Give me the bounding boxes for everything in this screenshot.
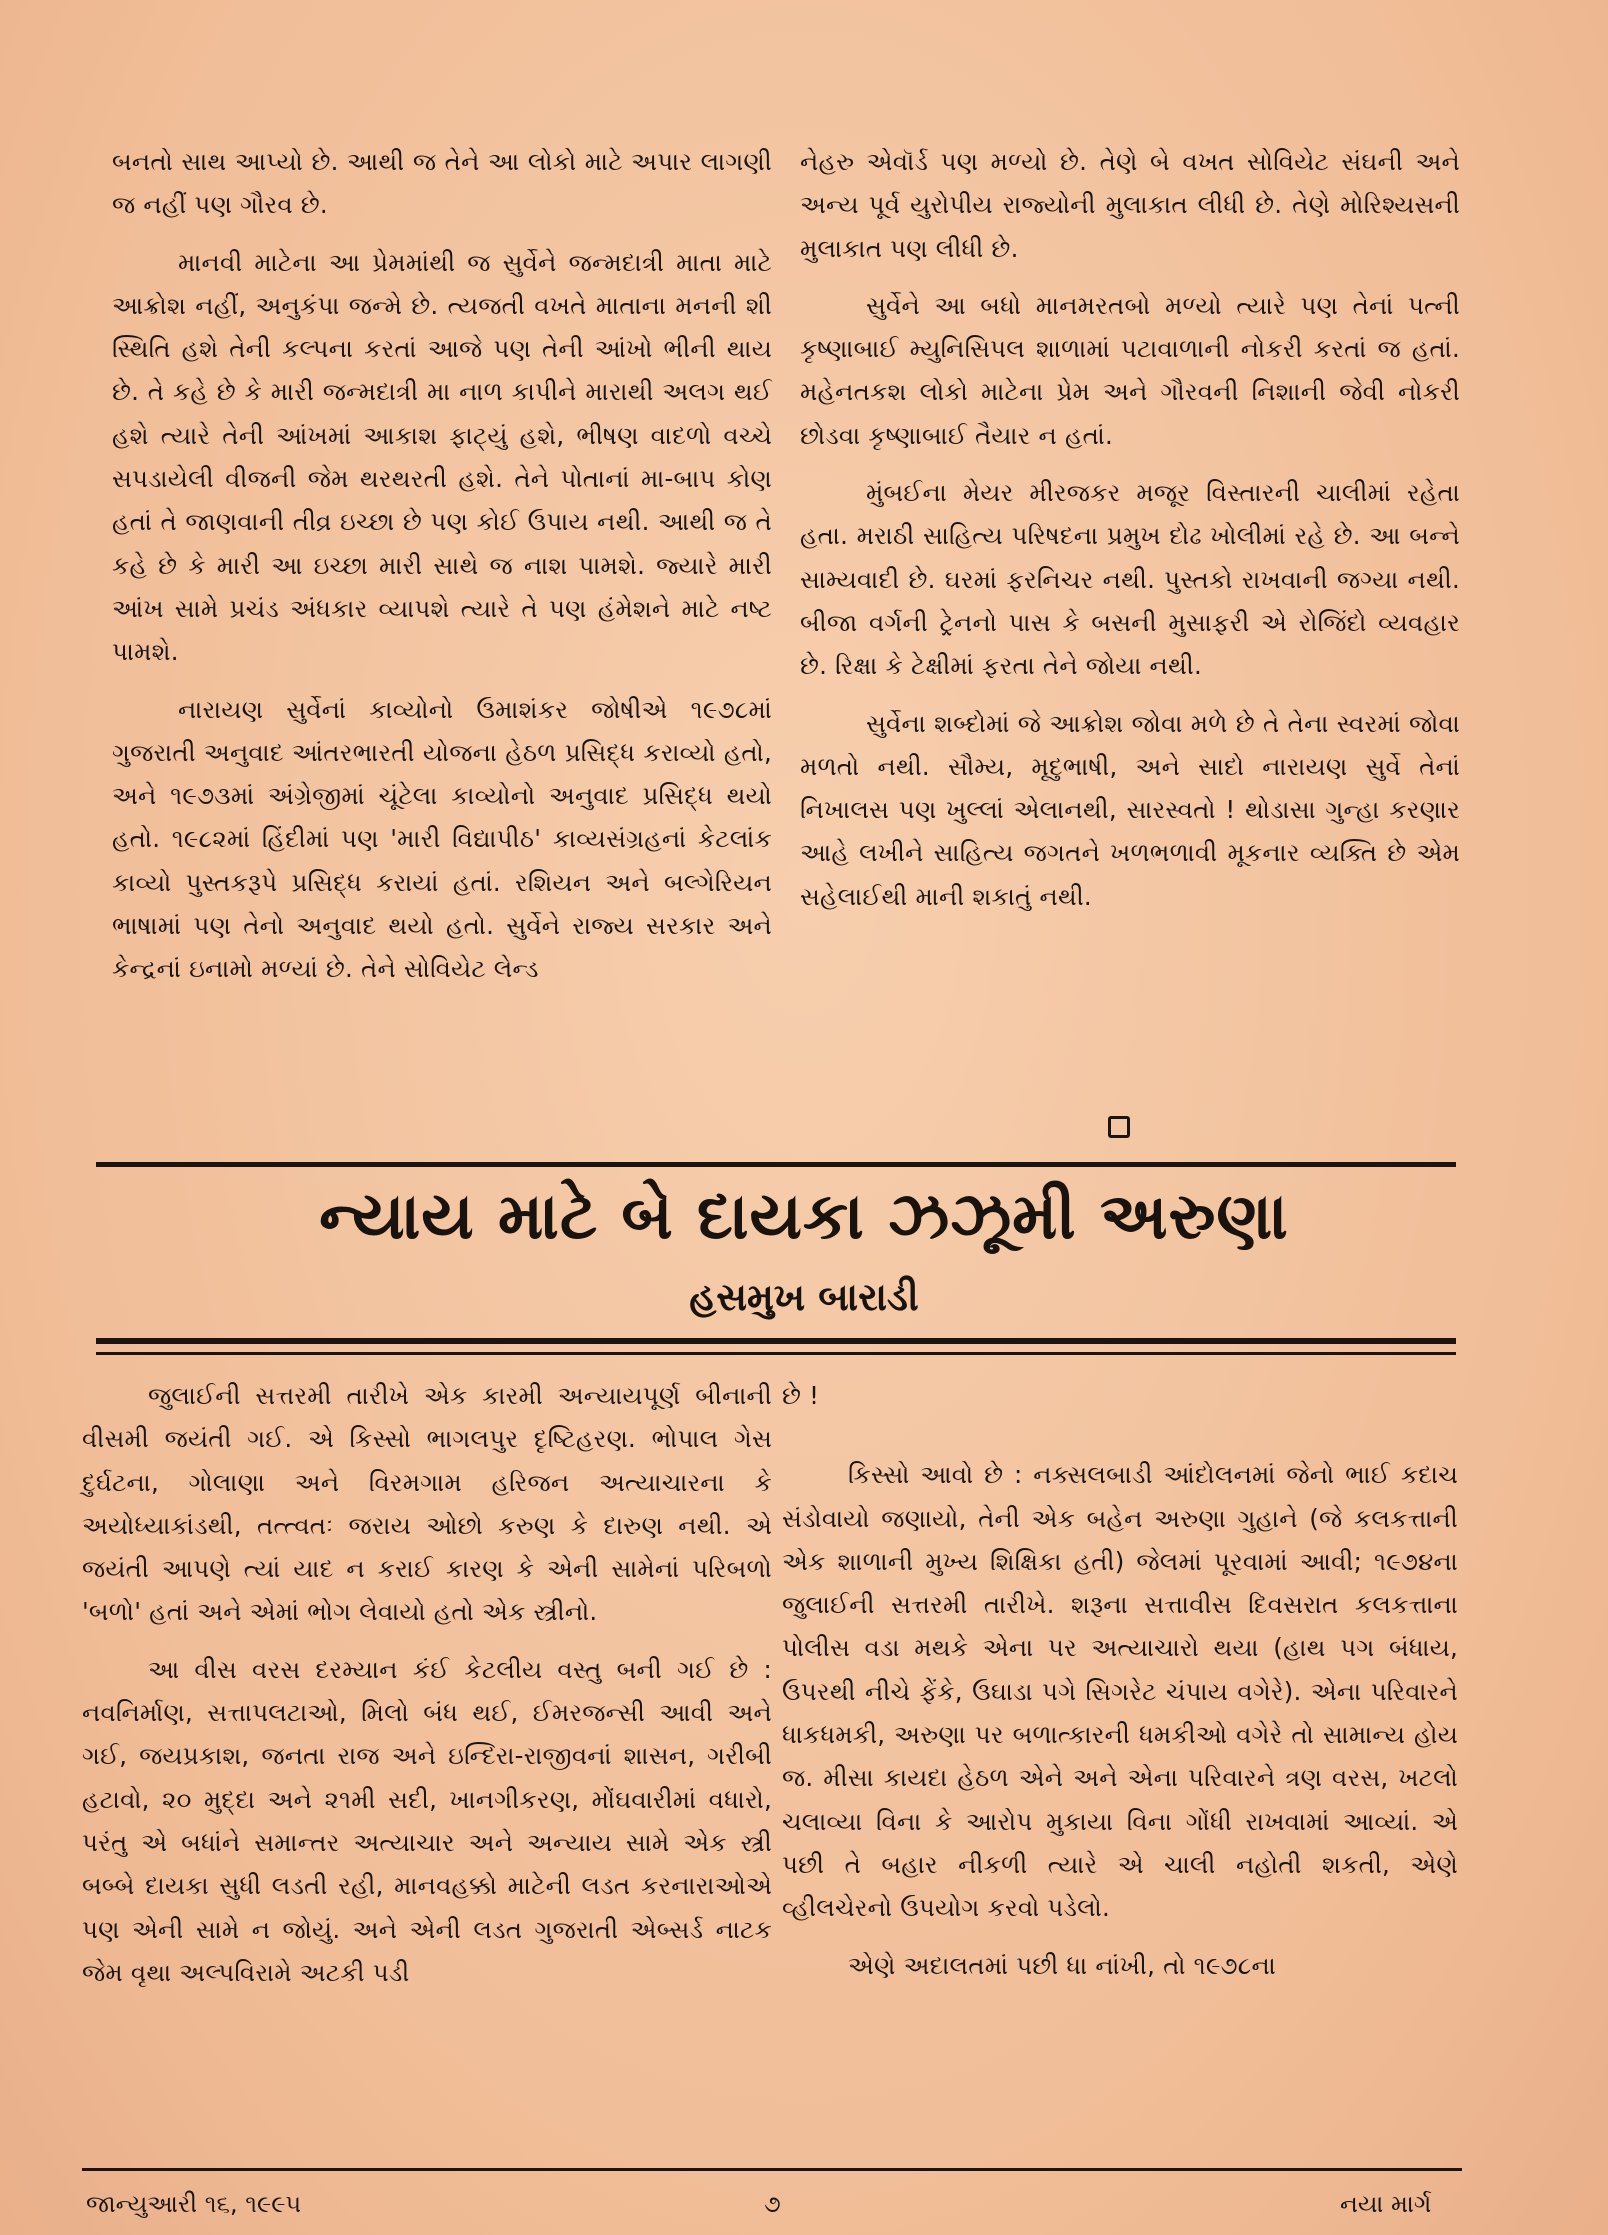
paragraph: જુલાઈની સત્તરમી તારીખે એક કારમી અન્યાયપૂર્ણ બીનાની વીસમી જયંતી ગઈ. એ કિસ્સો ભાગલપુર દૃષ્ટિહરણ. ભોપાલ ગેસ દુર્ઘટના, ગોલાણા અને વિરમગામ હરિજન અત્યાચારના કે અયોધ્યાકાંડથી, તત્ત્વતઃ જરાય ઓછો કરુણ કે દારુણ નથી. એ જયંતી આપણે ત્યાં યાદ ન કરાઈ કારણ કે એની સામેનાં પરિબળો 'બળો' હતાં અને એમાં ભોગ લેવાયો હતો એક સ્ત્રીનો.: [82, 1381, 772, 1627]
article-byline: હસમુખ બારાડી: [689, 1275, 919, 1319]
top-article-right-column: [800, 140, 1460, 918]
end-mark-icon: [1108, 1116, 1130, 1138]
article-right-column: [782, 1374, 1458, 1987]
page-number: ૭: [764, 2190, 781, 2218]
paragraph: સુર્વેના શબ્દોમાં જે આક્રોશ જોવા મળે છે તે તેના સ્વરમાં જોવા મળતો નથી. સૌમ્ય, મૃદુભાષી, અને સાદો નારાયણ સુર્વે તેનાં નિખાલસ પણ ખુલ્લાં એલાનથી, સારસ્વતો ! થોડાસા ગુન્હા કરણાર આહે લખીને સાહિત્ય જગતને ખળભળાવી મૂકનાર વ્યક્તિ છે એમ સહેલાઈથી માની શકાતું નથી.: [800, 708, 1460, 911]
footer-date: જાન્યુઆરી ૧૬, ૧૯૯૫: [86, 2190, 302, 2218]
paragraph: આ વીસ વરસ દરમ્યાન કંઈ કેટલીય વસ્તુ બની ગઈ છે : નવનિર્માણ, સત્તાપલટાઓ, મિલો બંધ થઈ, ઈમરજન્સી આવી અને ગઈ, જયપ્રકાશ, જનતા રાજ અને ઇન્દિરા-રાજીવનાં શાસન, ગરીબી હટાવો, ૨૦ મુદ્દા અને ૨૧મી સદી, ખાનગીકરણ, મોંઘવારીમાં વધારો, પરંતુ એ બધાંને સમાન્તર અત્યાચાર અને અન્યાય સામે એક સ્ત્રી બબ્બે દાયકા સુધી લડતી રહી, માનવહક્કો માટેની લડત કરનારાઓએ પણ એની સામે ન જોયું. અને એની લડત ગુજરાતી એબ્સર્ડ નાટક જેમ વૃથા અલ્પવિરામે અટકી પડી: [82, 1654, 772, 1987]
divider: [96, 1162, 1456, 1167]
footer-rule: [82, 2168, 1462, 2171]
publication-name: નયા માર્ગ: [1340, 2190, 1432, 2218]
paragraph: એણે અદાલતમાં પછી ધા નાંખી, તો ૧૯૭૮ના: [848, 1950, 1276, 1980]
paragraph: માનવી માટેના આ પ્રેમમાંથી જ સુર્વેને જન્મદાત્રી માતા માટે આક્રોશ નહીં, અનુકંપા જન્મે છે. ત્યજતી વખતે માતાના મનની શી સ્થિતિ હશે તેની કલ્પના કરતાં આજે પણ તેની આંખો ભીની થાય છે. તે કહે છે કે મારી જન્મદાત્રી મા નાળ કાપીને મારાથી અલગ થઈ હશે ત્યારે તેની આંખમાં આકાશ ફાટ્યું હશે, ભીષણ વાદળો વચ્ચે સપડાયેલી વીજની જેમ થરથરતી હશે. તેને પોતાનાં મા-બાપ કોણ હતાં તે જાણવાની તીવ્ર ઇચ્છા છે પણ કોઈ ઉપાય નથી. આથી જ તે કહે છે કે મારી આ ઇચ્છા મારી સાથે જ નાશ પામશે. જ્યારે મારી આંખ સામે પ્રચંડ અંધકાર વ્યાપશે ત્યારે તે પણ હંમેશને માટે નષ્ટ પામશે.: [112, 247, 772, 667]
paragraph: છે !: [782, 1381, 820, 1410]
paragraph: સુર્વેને આ બધો માનમરતબો મળ્યો ત્યારે પણ તેનાં પત્ની કૃષ્ણાબાઈ મ્યુનિસિપલ શાળામાં પટાવાળાની નોકરી કરતાં જ હતાં. મહેનતકશ લોકો માટેના પ્રેમ અને ગૌરવની નિશાની જેવી નોકરી છોડવા કૃષ્ણાબાઈ તૈયાર ન હતાં.: [800, 290, 1460, 450]
paragraph: મુંબઈના મેયર મીરજકર મજૂર વિસ્તારની ચાલીમાં રહેતા હતા. મરાઠી સાહિત્ય પરિષદના પ્રમુખ દોઢ ખોલીમાં રહે છે. આ બન્ને સામ્યવાદી છે. ઘરમાં ફરનિચર નથી. પુસ્તકો રાખવાની જગ્યા નથી. બીજા વર્ગની ટ્રેનનો પાસ કે બસની મુસાફરી એ રોજિંદો વ્યવહાર છે. રિક્ષા કે ટેક્ષીમાં ફરતા તેને જોયા નથી.: [800, 478, 1460, 681]
divider: [96, 1352, 1456, 1355]
paragraph: કિસ્સો આવો છે : નક્સલબાડી આંદોલનમાં જેનો ભાઈ કદાચ સંડોવાયો જણાયો, તેની એક બહેન અરુણા ગુહાને (જે કલકત્તાની એક શાળાની મુખ્ય શિક્ષિકા હતી) જેલમાં પૂરવામાં આવી; ૧૯૭૪ના જુલાઈની સત્તરમી તારીખે. શરૂના સત્તાવીસ દિવસરાત કલકત્તાના પોલીસ વડા મથકે એના પર અત્યાચારો થયા (હાથ પગ બંધાય, ઉપરથી નીચે ફેંકે, ઉઘાડા પગે સિગરેટ ચંપાય વગેરે). એના પરિવારને ધાકધમકી, અરુણા પર બળાત્કારની ધમકીઓ વગેરે તો સામાન્ય હોય જ. મીસા કાયદા હેઠળ એને અને એના પરિવારને ત્રણ વરસ, ખટલો ચલાવ્યા વિના કે આરોપ મુકાયા વિના ગોંધી રાખવામાં આવ્યાં. એ પછી તે બહાર નીકળી ત્યારે એ ચાલી નહોતી શકતી, એણે વ્હીલચેરનો ઉપયોગ કરવો પડેલો.: [782, 1460, 1458, 1923]
article-headline: ન્યાય માટે બે દાયકા ઝઝૂમી અરુણા: [319, 1180, 1289, 1254]
article-left-column: [82, 1374, 772, 1994]
top-article-left-column: [112, 140, 772, 991]
paragraph: નેહરુ એવૉર્ડ પણ મળ્યો છે. તેણે બે વખત સોવિયેટ સંઘની અને અન્ય પૂર્વ યુરોપીય રાજ્યોની મુલાકાત લીધી છે. તેણે મોરિશ્યસની મુલાકાત પણ લીધી છે.: [800, 147, 1460, 263]
paragraph: નારાયણ સુર્વેનાં કાવ્યોનો ઉમાશંકર જોષીએ ૧૯૭૮માં ગુજરાતી અનુવાદ આંતરભારતી યોજના હેઠળ પ્રસિદ્ધ કરાવ્યો હતો, અને ૧૯૭૩માં અંગ્રેજીમાં ચૂંટેલા કાવ્યોનો અનુવાદ પ્રસિદ્ધ થયો હતો. ૧૯૮૨માં હિંદીમાં પણ 'મારી વિદ્યાપીઠ' કાવ્યસંગ્રહનાં કેટલાંક કાવ્યો પુસ્તકરૂપે પ્રસિદ્ધ કરાયાં હતાં. રશિયન અને બલ્ગેરિયન ભાષામાં પણ તેનો અનુવાદ થયો હતો. સુર્વેને રાજ્ય સરકાર અને કેન્દ્રનાં ઇનામો મળ્યાં છે. તેને સોવિયેટ લેન્ડ: [112, 694, 772, 984]
divider: [96, 1338, 1456, 1344]
paragraph: બનતો સાથ આપ્યો છે. આથી જ તેને આ લોકો માટે અપાર લાગણી જ નહીં પણ ગૌરવ છે.: [112, 147, 772, 220]
